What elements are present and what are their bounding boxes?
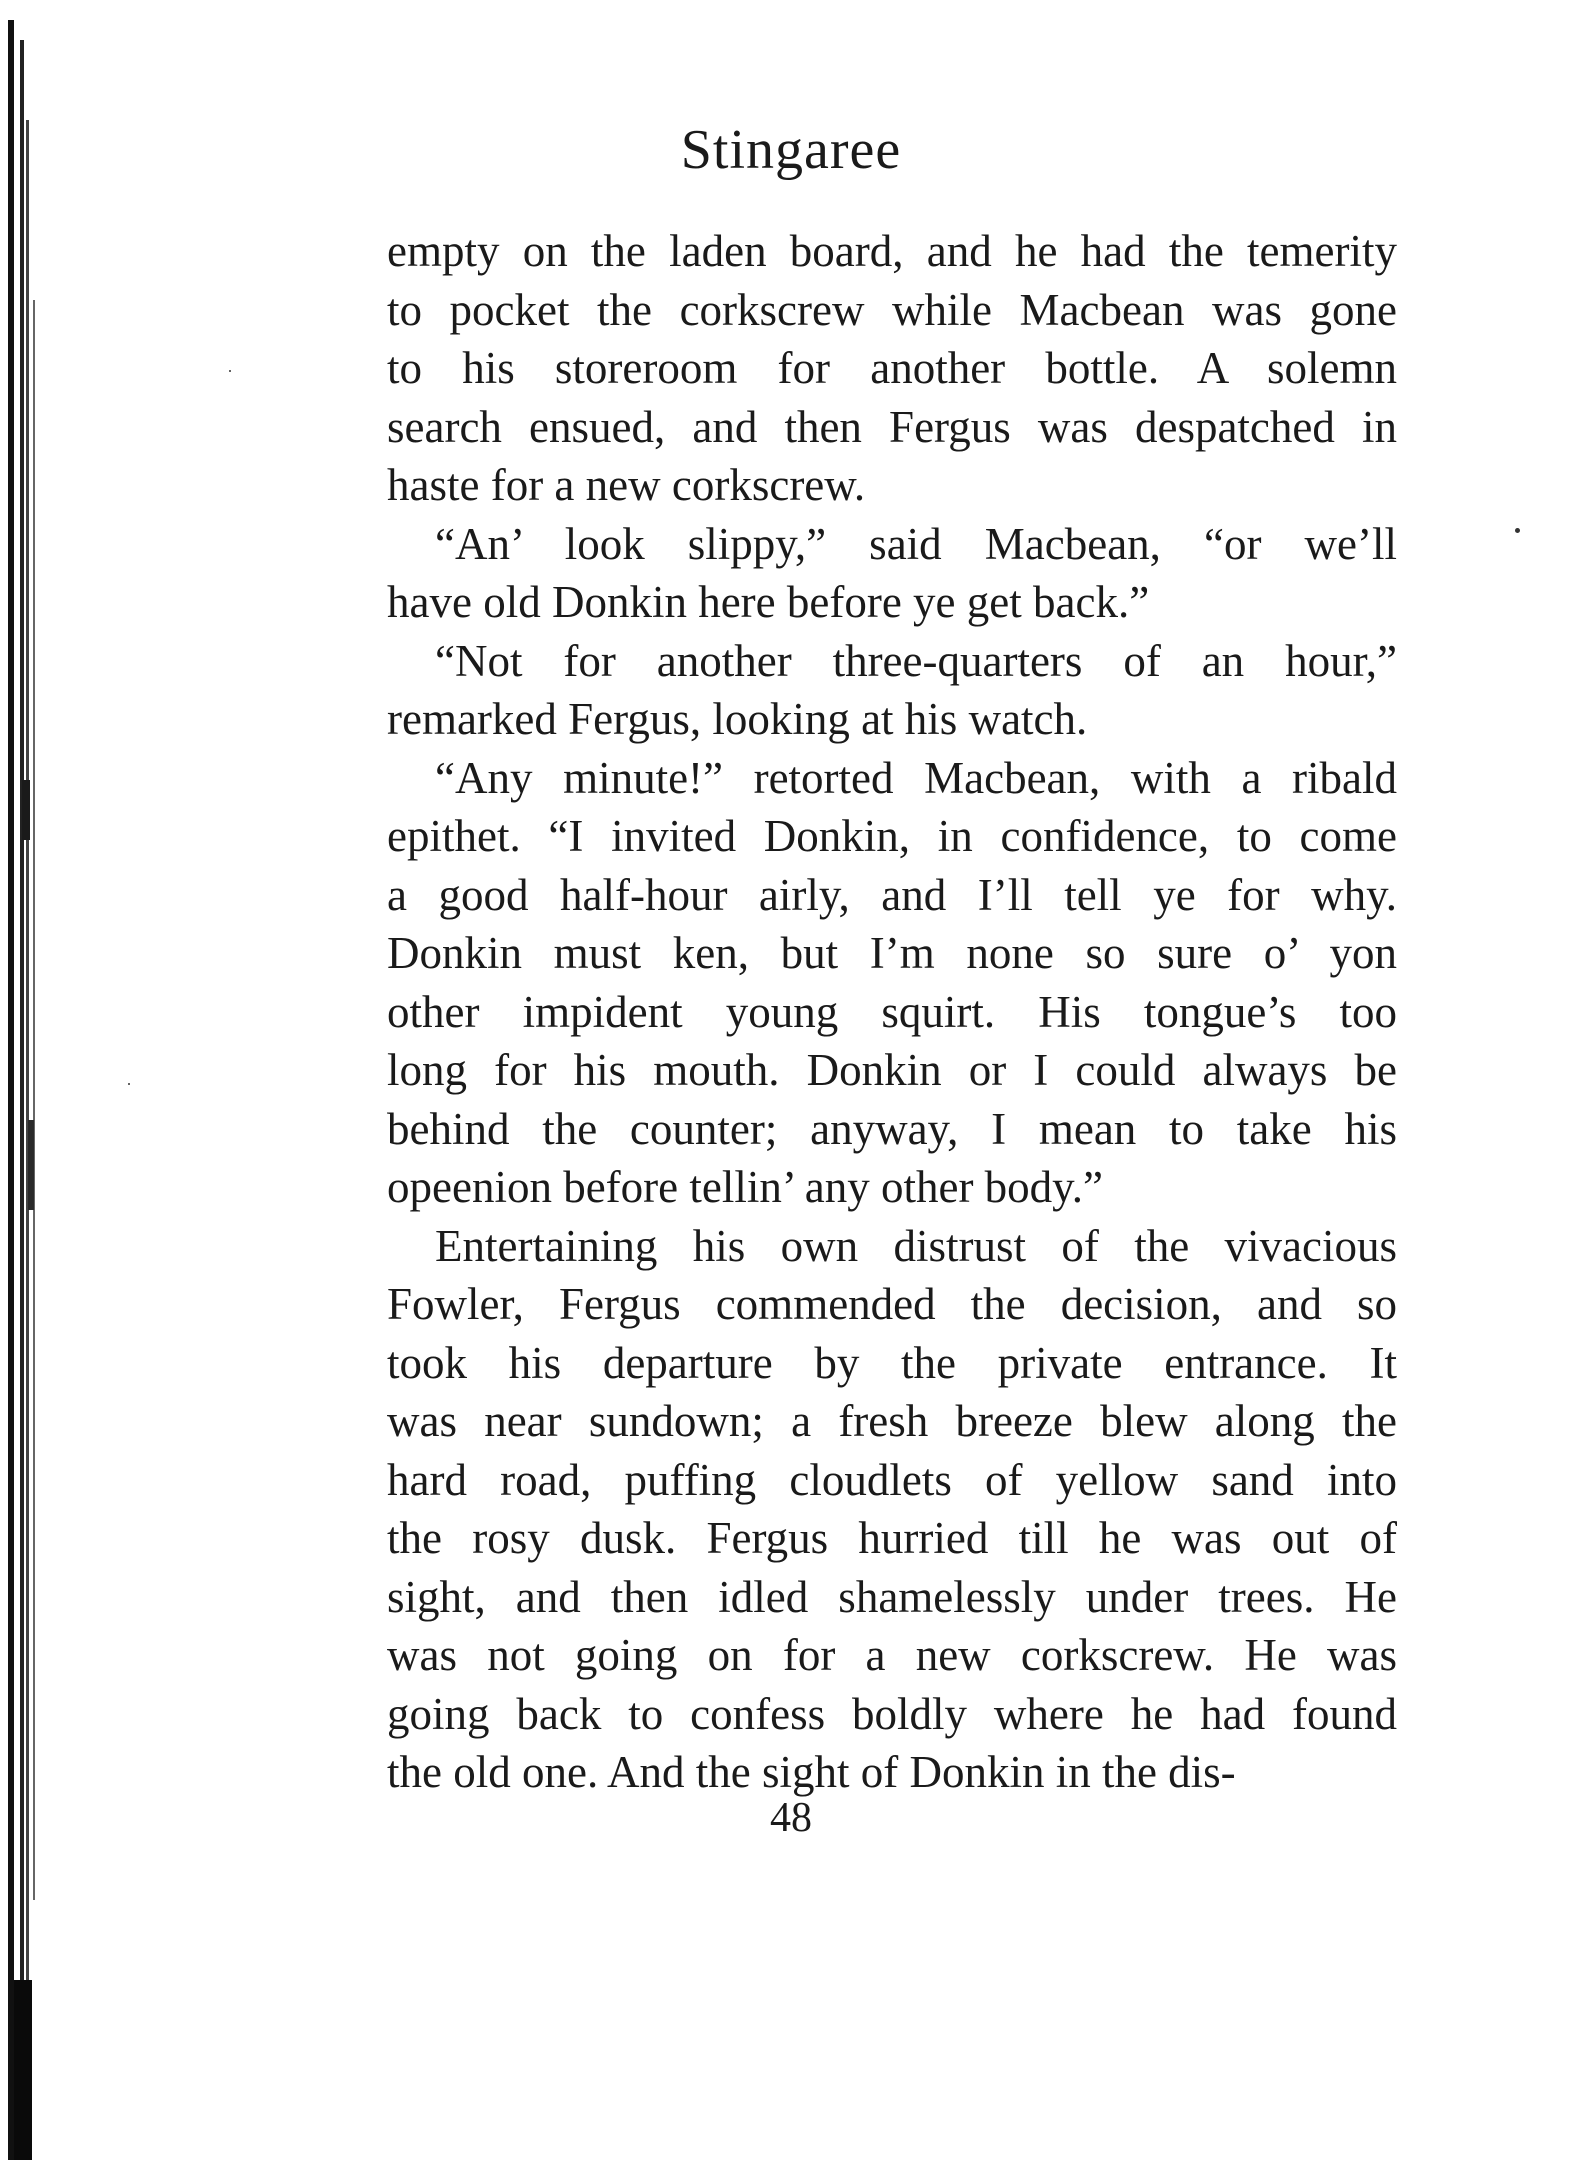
text-line: epithet. “I invited Donkin, in confidence, to come xyxy=(387,811,1397,861)
text-line: behind the counter; anyway, I mean to take his xyxy=(387,1103,1397,1154)
paragraph xyxy=(387,632,1397,749)
text-line: “Not for another three-quarters of an hour,” xyxy=(435,635,1397,686)
text-line: long for his mouth. Donkin or I could always be xyxy=(387,1045,1397,1095)
paragraph xyxy=(387,1217,1397,1802)
page-number: 48 xyxy=(770,1795,812,1841)
text-line: remarked Fergus, looking at his watch. xyxy=(387,694,1088,744)
text-line: opeenion before tellin’ any other body.” xyxy=(387,1162,1103,1212)
body-text xyxy=(387,222,1397,1802)
text-line: sight, and then idled shamelessly under trees. He xyxy=(387,1571,1397,1622)
text-line: “Any minute!” retorted Macbean, with a ribald xyxy=(435,752,1397,803)
scan-speck xyxy=(229,370,231,372)
running-header: Stingaree xyxy=(680,119,902,181)
text-line: took his departure by the private entrance. It xyxy=(387,1337,1397,1388)
text-line: search ensued, and then Fergus was despatched in xyxy=(387,401,1397,452)
text-line: other impident young squirt. His tongue’s too xyxy=(387,986,1397,1037)
text-line: the old one. And the sight of Donkin in the dis- xyxy=(387,1747,1236,1797)
text-line: the rosy dusk. Fergus hurried till he was out of xyxy=(387,1513,1397,1563)
scan-speck xyxy=(128,1083,130,1085)
text-line: “An’ look slippy,” said Macbean, “or we’ll xyxy=(435,518,1397,569)
text-line: to pocket the corkscrew while Macbean was gone xyxy=(387,284,1397,335)
text-line: Entertaining his own distrust of the vivacious xyxy=(435,1220,1397,1271)
paragraph xyxy=(387,749,1397,1217)
text-line: was not going on for a new corkscrew. He was xyxy=(387,1630,1397,1680)
text-line: a good half-hour airly, and I’ll tell ye for why. xyxy=(387,869,1397,920)
paragraph xyxy=(387,515,1397,632)
scan-speck xyxy=(1515,528,1520,533)
text-line: empty on the laden board, and he had the temerity xyxy=(387,226,1397,276)
paragraph xyxy=(387,222,1397,515)
text-line: going back to confess boldly where he had found xyxy=(387,1688,1397,1739)
text-line: have old Donkin here before ye get back.” xyxy=(387,577,1150,627)
text-line: was near sundown; a fresh breeze blew along the xyxy=(387,1396,1397,1446)
text-line: hard road, puffing cloudlets of yellow sand into xyxy=(387,1454,1397,1505)
text-line: Fowler, Fergus commended the decision, and so xyxy=(387,1279,1397,1329)
text-line: haste for a new corkscrew. xyxy=(387,460,866,510)
text-line: Donkin must ken, but I’m none so sure o’ yon xyxy=(387,928,1397,978)
text-line: to his storeroom for another bottle. A solemn xyxy=(387,343,1397,393)
